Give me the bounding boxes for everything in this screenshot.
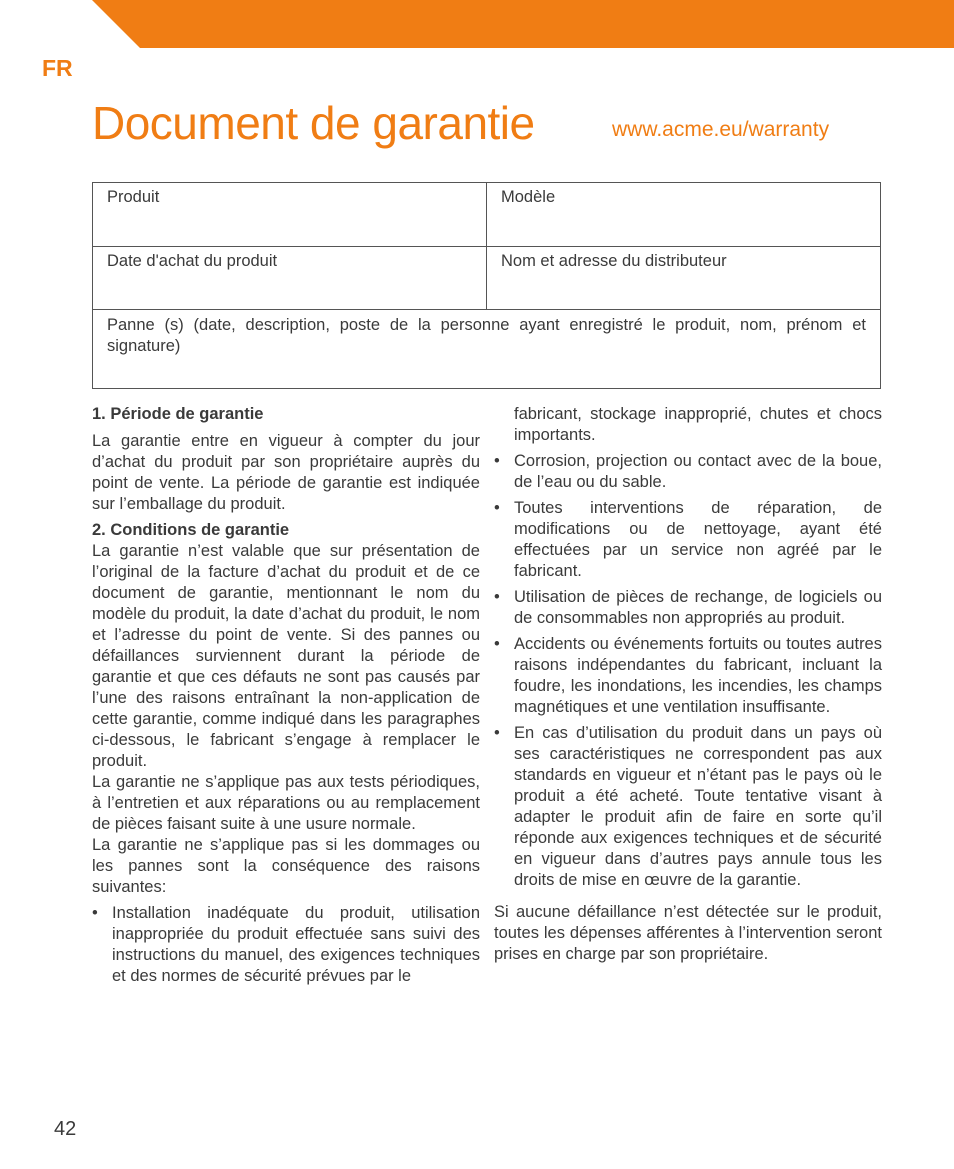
left-column: [92, 404, 480, 992]
section1-text: La garantie entre en vigueur à compter du jour d’achat du produit par son propriétaire auprès du point de vente. La période de garantie est indiquée sur l’emballage du produit.: [92, 432, 480, 513]
failure-field[interactable]: [93, 310, 881, 389]
bullet-text: Toutes interventions de réparation, de modifications ou de nettoyage, ayant été effectuées par un service non agréé par le fabricant.: [514, 499, 882, 580]
section2-paragraph-3: La garantie ne s’applique pas si les dommages ou les pannes sont la conséquence des raisons suivantes:: [92, 836, 480, 896]
warranty-form-table: [92, 182, 881, 389]
warranty-url: www.acme.eu/warranty: [612, 118, 830, 141]
bullet-icon: •: [92, 904, 98, 922]
list-item: [494, 723, 882, 891]
bullet-continuation: fabricant, stockage inapproprié, chutes et chocs importants.: [514, 405, 882, 444]
right-column: [494, 404, 882, 965]
bullet-text: Corrosion, projection ou contact avec de la boue, de l’eau ou du sable.: [514, 452, 882, 491]
list-item: [494, 587, 882, 629]
language-tag: FR: [42, 55, 73, 81]
model-label: Modèle: [501, 188, 556, 206]
bullet-icon: •: [494, 452, 500, 470]
bullet-text: Installation inadéquate du produit, utilisation inappropriée du produit effectuée sans suivi des instructions du manuel, des exigences techniques et des normes de sécurité prévues par le: [112, 904, 480, 985]
purchase-date-field[interactable]: [93, 247, 487, 310]
product-label: Produit: [107, 188, 160, 206]
distributor-field[interactable]: [487, 247, 881, 310]
list-item: [494, 634, 882, 718]
section2-paragraph-1: La garantie n’est valable que sur présentation de l’original de la facture d’achat du produit et de ce document de garantie, mentionnant le nom du modèle du produit, la date d’achat du produit, le nom et l’adresse du point de vente. Si des pannes ou défaillances surviennent durant la période de garantie et que ces défauts ne sont pas causés par l’une des raisons entraînant la non-application de cette garantie, comme indiqué dans les paragraphes ci-dessous, le fabricant s’engage à remplacer le produit.: [92, 542, 480, 770]
bullet-icon: •: [494, 635, 500, 653]
failure-label: Panne (s) (date, description, poste de la personne ayant enregistré le produit, nom, prénom et signature): [107, 316, 866, 355]
distributor-label: Nom et adresse du distributeur: [501, 252, 727, 270]
purchase-date-label: Date d'achat du produit: [107, 252, 278, 270]
bullet-text: Accidents ou événements fortuits ou toutes autres raisons indépendantes du fabricant, incluant la foudre, les inondations, les incendies, les champs magnétiques et une ventilation insuffisante.: [514, 635, 882, 716]
bullet-icon: •: [494, 588, 500, 606]
section2-heading: 2. Conditions de garantie: [92, 521, 290, 539]
closing-paragraph: Si aucune défaillance n’est détectée sur le produit, toutes les dépenses afférentes à l’intervention seront prises en charge par son propriétaire.: [494, 903, 882, 963]
page-number: 42: [54, 1118, 77, 1140]
product-field[interactable]: [93, 183, 487, 247]
section2-paragraph-2: La garantie ne s’applique pas aux tests périodiques, à l’entretien et aux réparations ou au remplacement de pièces faisant suite à une usure normale.: [92, 773, 480, 833]
bullet-text: En cas d’utilisation du produit dans un pays où ses caractéristiques ne correspondent pas aux standards en vigueur et n’étant pas le pays où le produit a été acheté. Toute tentative visant à adapter le produit afin de faire en sorte qu’il réponde aux exigences techniques et de sécurité en vigueur dans d’autres pays annule tous les droits de mise en œuvre de la garantie.: [514, 724, 882, 889]
section1-heading: 1. Période de garantie: [92, 405, 264, 423]
bullet-icon: •: [494, 499, 500, 517]
list-item: [494, 451, 882, 493]
bullet-icon: •: [494, 724, 500, 742]
model-field[interactable]: [487, 183, 881, 247]
page-title: Document de garantie: [92, 97, 535, 149]
list-item: [494, 498, 882, 582]
list-item: [92, 903, 480, 987]
bullet-text: Utilisation de pièces de rechange, de logiciels ou de consommables non appropriés au produit.: [514, 588, 882, 627]
exclusions-list: [494, 451, 882, 891]
exclusions-list-start: [92, 903, 480, 987]
header-orange-band: [0, 0, 954, 48]
